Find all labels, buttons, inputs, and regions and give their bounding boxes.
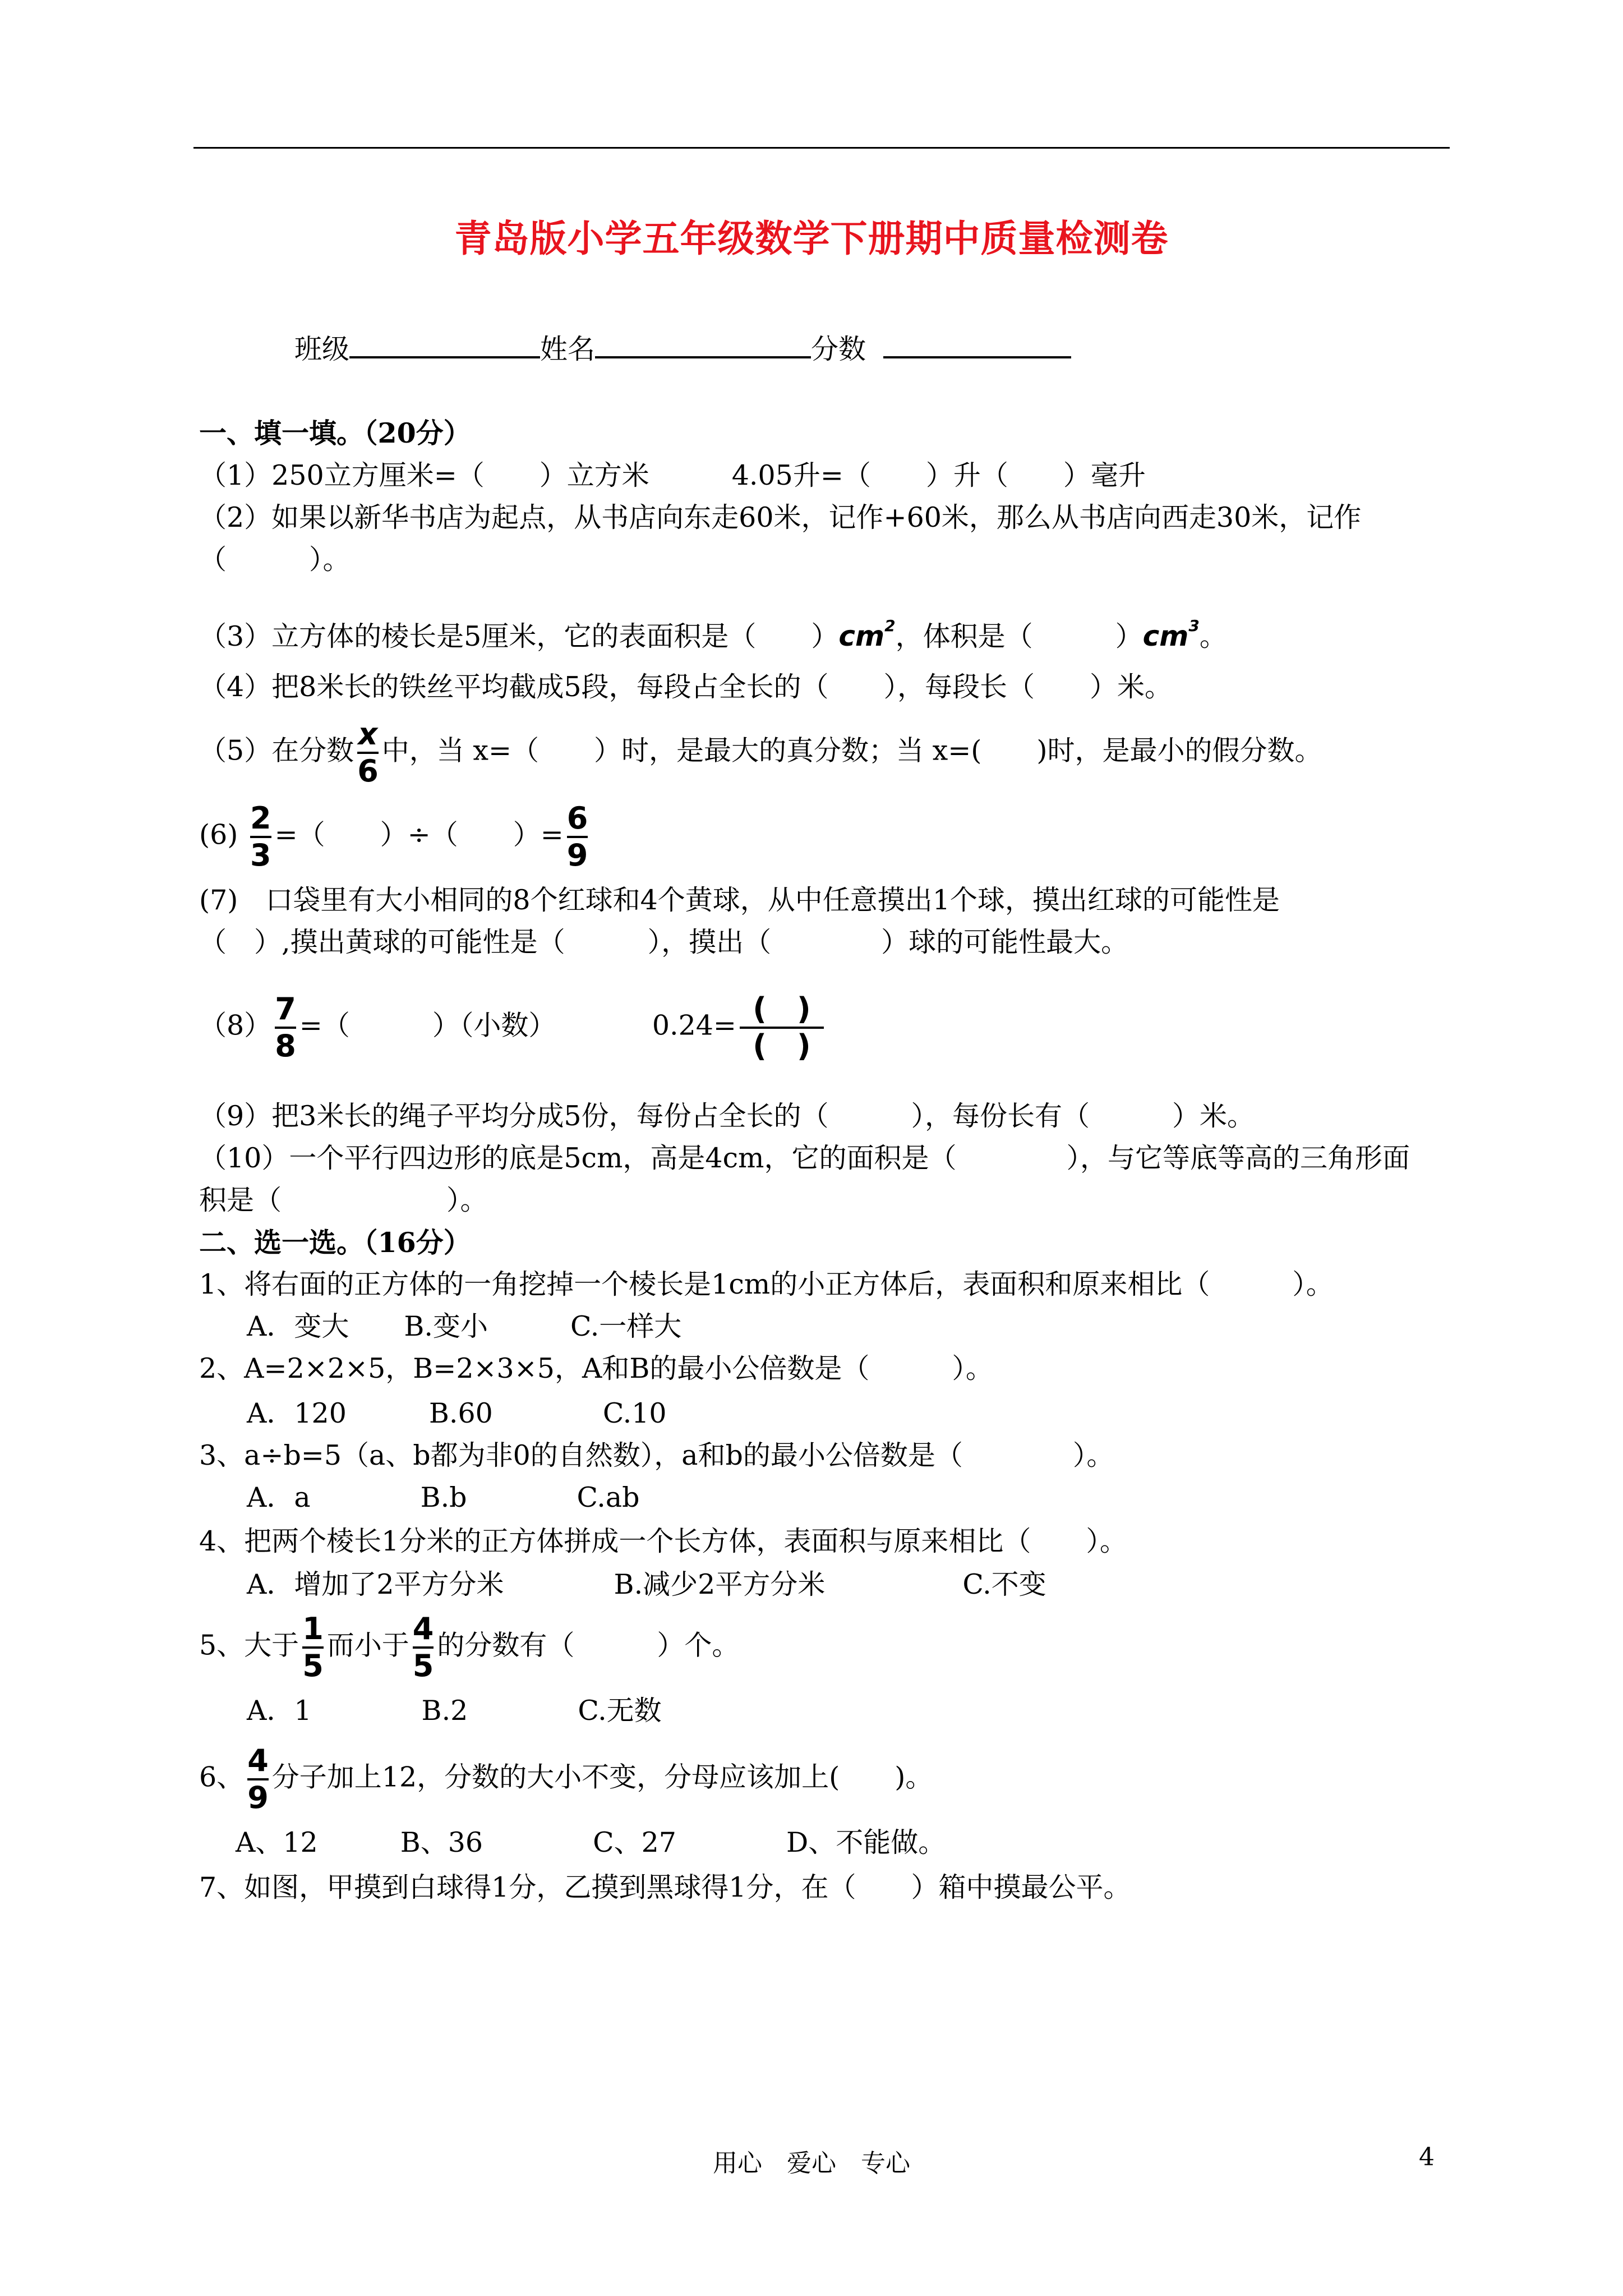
- student-info-row: [294, 328, 1071, 366]
- fraction-7-over-8: $\frac{7}{8}$: [275, 991, 296, 1064]
- score-blank[interactable]: [883, 328, 1071, 358]
- unit-cm2: $cm^2$: [838, 616, 896, 652]
- s2-question-4: 4、把两个棱长1分米的正方体拼成一个长方体，表面积与原来相比（ ）。: [199, 1525, 1127, 1557]
- s1-question-1: （1）250立方厘米=（ ）立方米 4.05升=（ ）升（ ）毫升: [199, 459, 1146, 491]
- fraction-2-over-3: $\frac{2}{3}$: [250, 800, 271, 873]
- name-label: 姓名: [540, 333, 596, 365]
- class-blank[interactable]: [349, 328, 540, 358]
- s2-question-5-options: A．1 B.2 C.无数: [247, 1695, 662, 1727]
- s2-question-7: 7、如图，甲摸到白球得1分，乙摸到黑球得1分，在（ ）箱中摸最公平。: [199, 1871, 1131, 1903]
- s2-question-3-options: A．a B.b C.ab: [247, 1481, 640, 1513]
- page-number: 4: [1419, 2143, 1435, 2171]
- s1-question-3: [199, 609, 1227, 654]
- header-rule: [193, 147, 1450, 149]
- s2-question-4-options: A．增加了2平方分米 B.减少2平方分米 C.不变: [247, 1568, 1046, 1600]
- fraction-4-over-9: $\frac{4}{9}$: [247, 1743, 269, 1815]
- s1-question-7-line2: （ ）,摸出黄球的可能性是（ ），摸出（ ）球的可能性最大。: [199, 926, 1129, 958]
- q8-text: =（ ）（小数） 0.24=: [299, 1009, 736, 1042]
- s1-question-8: [199, 993, 827, 1062]
- s2-question-6: [199, 1745, 933, 1814]
- q3-text-c: 。: [1199, 620, 1227, 652]
- q5-text-b: 而小于: [326, 1629, 409, 1662]
- s2-question-2: 2、A=2×2×5，B=2×3×5，A和B的最小公倍数是（ ）。: [199, 1352, 993, 1384]
- q6-label: 6、: [199, 1761, 245, 1793]
- s1-question-7-line1: (7) 口袋里有大小相同的8个红球和4个黄球，从中任意摸出1个球，摸出红球的可能性是: [199, 884, 1280, 916]
- q3-text-a: （3）立方体的棱长是5厘米，它的表面积是（ ）: [199, 620, 839, 652]
- q6-text: =（ ）÷（ ）=: [274, 818, 564, 851]
- q6-label: (6): [199, 818, 238, 851]
- q5-text-b: 中，当 x=（ ）时，是最大的真分数；当 x=( )时，是最小的假分数。: [381, 734, 1322, 767]
- fraction-4-over-5: $\frac{4}{5}$: [412, 1611, 434, 1683]
- footer-motto: 用心 爱心 专心: [713, 2149, 910, 2178]
- q8-label: （8）: [199, 1009, 272, 1042]
- name-blank[interactable]: [595, 328, 811, 358]
- unit-cm3: $cm^3$: [1142, 616, 1200, 652]
- s2-question-1-options: A．变大 B.变小 C.一样大: [247, 1310, 682, 1342]
- q5-text-c: 的分数有（ ）个。: [437, 1629, 740, 1662]
- s1-question-2-line2: （ ）。: [199, 544, 351, 576]
- q3-text-b: ，体积是（ ）: [895, 620, 1143, 652]
- s1-question-5: [199, 718, 1322, 788]
- fraction-x-over-6: $\frac{x}{6}$: [357, 716, 379, 789]
- s2-question-6-options: A、12 B、36 C、27 D、不能做。: [236, 1826, 946, 1858]
- s1-question-6: [199, 802, 591, 872]
- fraction-6-over-9: $\frac{6}{9}$: [566, 800, 588, 873]
- s2-question-2-options: A．120 B.60 C.10: [247, 1397, 667, 1429]
- q6-text: 分子加上12，分数的大小不变，分母应该加上( )。: [271, 1761, 933, 1793]
- fraction-1-over-5: $\frac{1}{5}$: [302, 1611, 324, 1683]
- class-label: 班级: [294, 333, 350, 365]
- section2-heading: 二、选一选。（16分）: [199, 1226, 471, 1259]
- q5-text-a: 5、大于: [199, 1629, 299, 1662]
- s2-question-5: [199, 1613, 739, 1682]
- section1-heading: 一、填一填。（20分）: [199, 417, 471, 449]
- s1-question-4: （4）把8米长的铁丝平均截成5段，每段占全长的（ ），每段长（ ）米。: [199, 671, 1173, 703]
- s1-question-9: （9）把3米长的绳子平均分成5份，每份占全长的（ ），每份长有（ ）米。: [199, 1100, 1255, 1132]
- score-label: 分数: [811, 333, 866, 365]
- page-title: 青岛版小学五年级数学下册期中质量检测卷: [454, 217, 1169, 260]
- s1-question-2-line1: （2）如果以新华书店为起点，从书店向东走60米，记作+60米，那么从书店向西走30米，记作: [199, 501, 1362, 533]
- s1-question-10-line1: （10）一个平行四边形的底是5cm，高是4cm，它的面积是（ ），与它等底等高的三角形面: [199, 1142, 1410, 1174]
- q5-text-a: （5）在分数: [199, 734, 354, 767]
- s2-question-1: 1、将右面的正方体的一角挖掉一个棱长是1cm的小正方体后，表面积和原来相比（ ）。: [199, 1268, 1334, 1300]
- s1-question-10-line2: 积是（ ）。: [199, 1184, 488, 1216]
- fraction-blank: $\frac{( )}{( )}$: [740, 993, 824, 1062]
- s2-question-3: 3、a÷b=5（a、b都为非0的自然数），a和b的最小公倍数是（ ）。: [199, 1439, 1114, 1471]
